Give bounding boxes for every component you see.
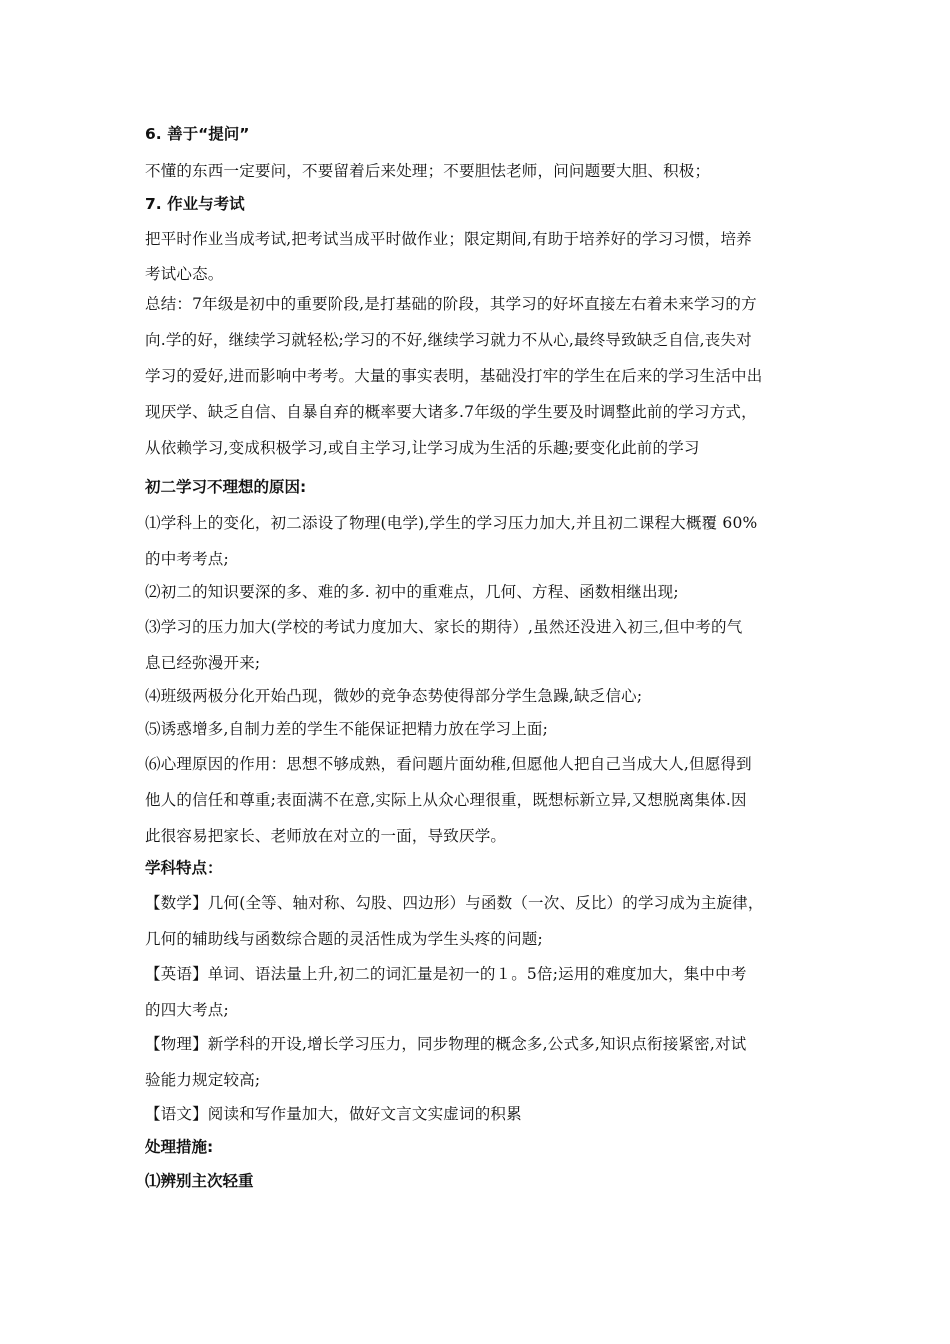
text-line: 总结：7年级是初中的重要阶段,是打基础的阶段，其学习的好坏直接左右着未来学习的方 <box>145 295 757 313</box>
subject-chinese <box>145 1104 522 1124</box>
text-line: 向.学的好，继续学习就轻松;学习的不好,继续学习就力不从心,最终导致缺乏自信,丧失对 <box>145 331 752 349</box>
heading-reasons: 初二学习不理想的原因: <box>145 478 307 496</box>
heading-homework-exam: 7. 作业与考试 <box>145 195 245 213</box>
reason-5 <box>145 719 548 739</box>
text-line: 【物理】新学科的开设,增长学习压力，同步物理的概念多,公式多,知识点衔接紧密,对试 <box>145 1035 747 1053</box>
paragraph-summary <box>145 294 762 458</box>
text-line: 学习的爱好,进而影响中考考。大量的事实表明，基础没打牢的学生在后来的学习生活中出 <box>145 367 763 385</box>
text-line: 把平时作业当成考试,把考试当成平时做作业；限定期间,有助于培养好的学习习惯，培养 <box>145 230 752 248</box>
text-line: 此很容易把家长、老师放在对立的一面，导致厌学。 <box>145 827 507 845</box>
text-line: 【语文】阅读和写作量加大，做好文言文实虚词的积累 <box>145 1105 522 1123</box>
text-line: 他人的信任和尊重;表面满不在意,实际上从众心理很重，既想标新立异,又想脱离集体.因 <box>145 791 747 809</box>
text-line: 几何的辅助线与函数综合题的灵活性成为学生头疼的问题; <box>145 930 543 948</box>
paragraph-homework <box>145 229 752 284</box>
subject-english <box>145 964 747 1020</box>
heading-subject-features: 学科特点： <box>145 859 223 877</box>
text-line: 不懂的东西一定要问，不要留着后来处理；不要胆怯老师，问问题要大胆、积极； <box>145 162 711 180</box>
heading-ask-questions: 6. 善于“提问” <box>145 125 250 143</box>
text-line: ⑶学习的压力加大(学校的考试力度加大、家长的期待）,虽然还没进入初三,但中考的气 <box>145 618 743 636</box>
reason-2 <box>145 582 679 602</box>
reason-6 <box>145 754 752 846</box>
reason-4 <box>145 686 642 706</box>
reason-3 <box>145 617 742 673</box>
subject-math <box>145 893 764 949</box>
text-line: 验能力规定较高; <box>145 1071 261 1089</box>
paragraph-ask <box>145 161 710 181</box>
text-line: 现厌学、缺乏自信、自暴自弃的概率要大诸多.7年级的学生要及时调整此前的学习方式， <box>145 403 757 421</box>
heading-priorities: ⑴辨别主次轻重 <box>145 1172 254 1190</box>
text-line: 【英语】单词、语法量上升,初二的词汇量是初一的１。5倍;运用的难度加大，集中中考 <box>145 965 747 983</box>
text-line: ⑵初二的知识要深的多、难的多. 初中的重难点，几何、方程、函数相继出现; <box>145 583 679 601</box>
text-line: ⑴学科上的变化，初二添设了物理(电学),学生的学习压力加大,并且初二课程大概覆 60% <box>145 514 758 532</box>
text-line: ⑷班级两极分化开始凸现，微妙的竞争态势使得部分学生急躁,缺乏信心; <box>145 687 643 705</box>
heading-measures: 处理措施: <box>145 1138 214 1156</box>
reason-1 <box>145 513 757 569</box>
subject-physics <box>145 1034 746 1090</box>
text-line: ⑸诱惑增多,自制力差的学生不能保证把精力放在学习上面; <box>145 720 549 738</box>
text-line: 息已经弥漫开来; <box>145 654 261 672</box>
text-line: 从依赖学习,变成积极学习,或自主学习,让学习成为生活的乐趣;要变化此前的学习 <box>145 439 700 457</box>
text-line: 的中考考点; <box>145 550 229 568</box>
text-line: 【数学】几何(全等、轴对称、勾股、四边形）与函数（一次、反比）的学习成为主旋律， <box>145 894 764 912</box>
text-line: 的四大考点; <box>145 1001 229 1019</box>
text-line: ⑹心理原因的作用：思想不够成熟，看问题片面幼稚,但愿他人把自己当成大人,但愿得到 <box>145 755 752 773</box>
text-line: 考试心态。 <box>145 265 224 283</box>
